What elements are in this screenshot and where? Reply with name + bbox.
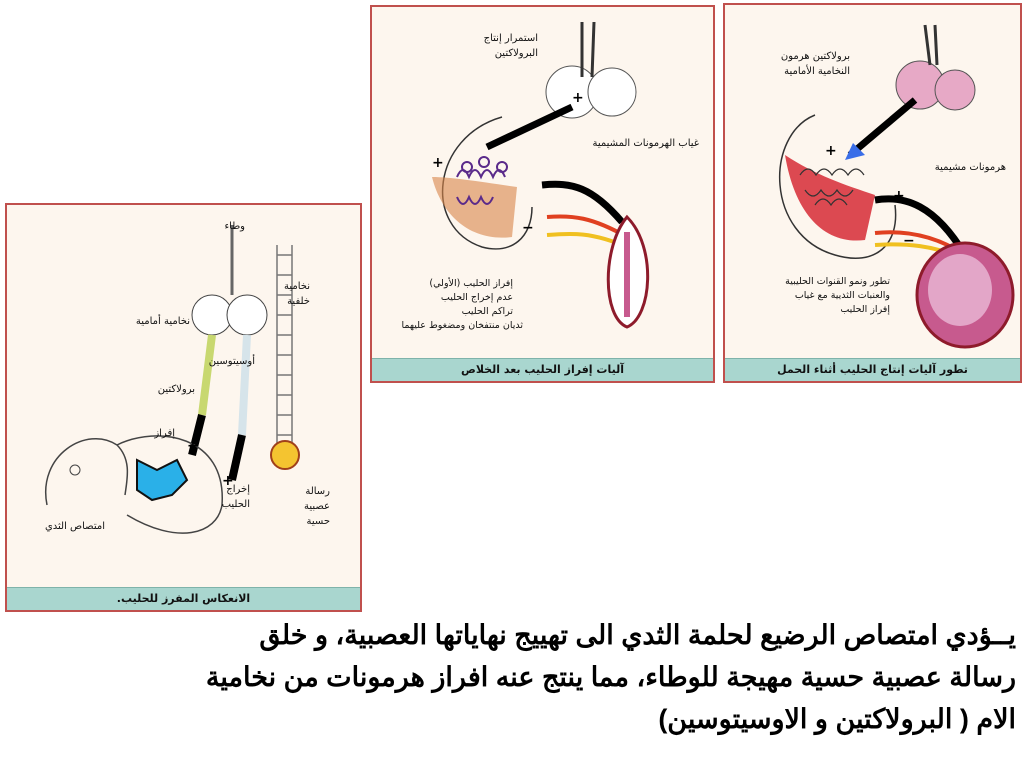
secretion-label-3: تراكم الحليب bbox=[461, 306, 513, 317]
main-paragraph bbox=[8, 614, 1016, 740]
svg-text:−: − bbox=[903, 233, 915, 249]
prolactin-label: برولاكتين هرمون bbox=[780, 51, 850, 62]
nerve-message-label-2: عصبية bbox=[303, 501, 330, 512]
secretion-label-4: ثديان منتفخان ومضغوط عليهما bbox=[401, 320, 523, 331]
continue-prolactin-label-2: البرولاكتين bbox=[494, 48, 538, 59]
svg-text:+: + bbox=[893, 188, 905, 204]
posterior-pituitary-label-2: خلفية bbox=[287, 296, 310, 307]
hypothalamus-label: وطاء bbox=[224, 221, 245, 232]
postpartum-illustration bbox=[372, 7, 717, 361]
pregnancy-caption: تطور آليات إنتاج الحليب أثناء الحمل bbox=[725, 358, 1020, 381]
svg-text:+: + bbox=[572, 90, 584, 106]
posterior-pituitary-label-1: نخامية bbox=[283, 281, 310, 292]
reflex-panel bbox=[5, 203, 362, 612]
anterior-pituitary-label: النخامية الأمامية bbox=[784, 66, 850, 77]
prolactin-label: برولاكتين bbox=[157, 384, 195, 395]
placental-hormones-label: هرمونات مشيمية bbox=[934, 162, 1006, 173]
svg-text:+: + bbox=[187, 438, 199, 454]
main-text-line-3: الام ( البرولاكتين و الاوسيتوسين) bbox=[658, 704, 1016, 734]
absence-placental-label: غياب الهرمونات المشيمية bbox=[592, 138, 699, 149]
suckling-label: امتصاص الثدي bbox=[44, 521, 105, 532]
secretion-label: إفراز bbox=[154, 428, 175, 439]
secretion-label-1: إفراز الحليب (الأولي) bbox=[429, 278, 513, 289]
nerve-message-label-1: رسالة bbox=[305, 486, 330, 497]
svg-text:+: + bbox=[825, 143, 837, 159]
svg-text:+: + bbox=[222, 473, 234, 489]
ejection-label-2: الحليب bbox=[221, 499, 250, 510]
reflex-caption: الانعكاس المفرز للحليب. bbox=[7, 587, 360, 610]
ducts-label-2: والعنبات الثديية مع غياب bbox=[794, 290, 890, 301]
oxytocin-label: أوسيتوسين bbox=[208, 356, 255, 367]
anterior-pituitary-label: نخامية أمامية bbox=[135, 316, 190, 327]
ducts-label-1: تطور ونمو القنوات الحليبية bbox=[785, 276, 890, 287]
continue-prolactin-label-1: استمرار إنتاج bbox=[483, 33, 538, 44]
postpartum-panel bbox=[370, 5, 715, 383]
main-text-line-2: رسالة عصبية حسية مهيجة للوطاء، مما ينتج عنه افراز هرمونات من نخامية bbox=[205, 662, 1016, 692]
svg-text:+: + bbox=[432, 155, 444, 171]
pregnancy-panel bbox=[723, 3, 1022, 383]
secretion-label-2: عدم إخراج الحليب bbox=[440, 292, 513, 303]
postpartum-caption: آليات إفراز الحليب بعد الخلاص bbox=[372, 358, 713, 381]
ejection-label-1: إخراج bbox=[226, 484, 250, 495]
nerve-message-label-3: حسية bbox=[306, 516, 330, 527]
main-text-line-1: يــؤدي امتصاص الرضيع لحلمة الثدي الى تهييج نهاياتها العصبية، و خلق bbox=[259, 620, 1016, 650]
ducts-label-3: إفراز الحليب bbox=[840, 304, 890, 315]
svg-text:−: − bbox=[522, 220, 534, 236]
